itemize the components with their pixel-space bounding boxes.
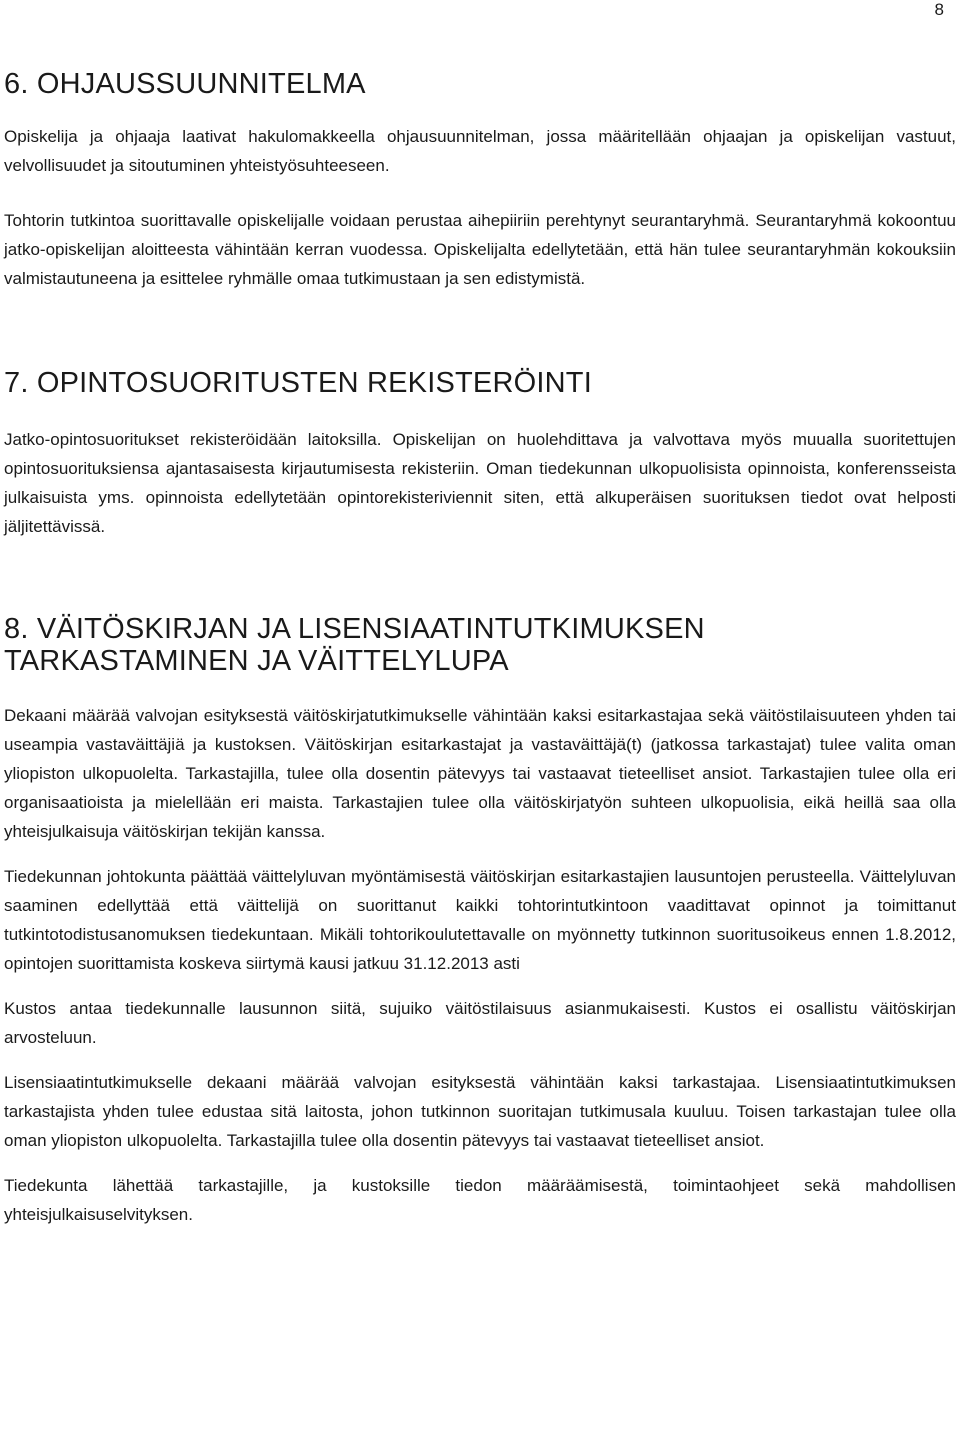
section-8-heading bbox=[4, 613, 956, 677]
section-6-heading: 6. OHJAUSSUUNNITELMA bbox=[4, 68, 366, 100]
section-8-paragraph-2: Tiedekunnan johtokunta päättää väittelyluvan myöntämisestä väitöskirjan esitarkastajien lausuntojen perusteella. Väittelyluvan saaminen edellyttää että väittelijä on suorittanut kaikki tohtorintutkintoon vaadittavat opinnot ja toimittanut tutkintotodistusanomuksen tiedekuntaan. Mikäli tohtorikoulutettavalle on myönnetty tutkinnon suoritusoikeus ennen 1.8.2012, opintojen suorittamista koskeva siirtymä kausi jatkuu 31.12.2013 asti bbox=[4, 867, 956, 973]
section-7-paragraph-1: Jatko-opintosuoritukset rekisteröidään laitoksilla. Opiskelijan on huolehdittava ja valvottava myös muualla suoritettujen opintosuorituksiensa ajantasaisesta kirjautumisesta rekisteriin. Oman tiedekunnan ulkopuolisista opinnoista, konferensseista julkaisuista yms. opinnoista edellytetään opintorekisteriviennit siten, että alkuperäisen suorituksen tiedot ovat helposti jäljitettävissä. bbox=[4, 430, 956, 536]
section-7-heading: 7. OPINTOSUORITUSTEN REKISTERÖINTI bbox=[4, 367, 592, 399]
section-8-heading-line-1: 8. VÄITÖSKIRJAN JA LISENSIAATINTUTKIMUKSEN bbox=[4, 613, 705, 645]
section-8-paragraph-3: Kustos antaa tiedekunnalle lausunnon siitä, sujuiko väitöstilaisuus asianmukaisesti. Kustos ei osallistu väitöskirjan arvosteluun. bbox=[4, 999, 956, 1047]
document-body bbox=[4, 60, 956, 1229]
section-8-heading-line-2: TARKASTAMINEN JA VÄITTELYLUPA bbox=[4, 645, 509, 677]
page-number: 8 bbox=[934, 0, 944, 19]
section-6-paragraph-2: Tohtorin tutkintoa suorittavalle opiskelijalle voidaan perustaa aihepiiriin perehtynyt seurantaryhmä. Seurantaryhmä kokoontuu jatko-opiskelijan aloitteesta vähintään kerran vuodessa. Opiskelijalta edellytetään, että hän tulee seurantaryhmän kokouksiin valmistautuneena ja esittelee ryhmälle omaa tutkimustaan ja sen edistymistä. bbox=[4, 211, 956, 288]
section-8-paragraph-5: Tiedekunta lähettää tarkastajille, ja kustoksille tiedon määräämisestä, toimintaohjeet sekä mahdollisen yhteisjulkaisuselvityksen. bbox=[4, 1176, 956, 1224]
section-6-paragraph-1: Opiskelija ja ohjaaja laativat hakulomakkeella ohjausuunnitelman, jossa määritellään ohjaajan ja opiskelijan vastuut, velvollisuudet ja sitoutuminen yhteistyösuhteeseen. bbox=[4, 127, 956, 175]
section-8-paragraph-4: Lisensiaatintutkimukselle dekaani määrää valvojan esityksestä vähintään kaksi tarkastajaa. Lisensiaatintutkimuksen tarkastajista yhden tulee edustaa sitä laitosta, johon tutkinnon suoritajan tutkimusala kuuluu. Toisen tarkastajan tulee olla oman yliopiston ulkopuolelta. Tarkastajilla tulee olla dosentin pätevyys tai vastaavat tieteelliset ansiot. bbox=[4, 1073, 956, 1150]
section-8-paragraph-1: Dekaani määrää valvojan esityksestä väitöskirjatutkimukselle vähintään kaksi esitarkastajaa sekä väitöstilaisuuteen yhden tai useampia vastaväittäjiä ja kustoksen. Väitöskirjan esitarkastajat ja vastaväittäjä(t) (jatkossa tarkastajat) tulee valita oman yliopiston ulkopuolelta. Tarkastajilla, tulee olla dosentin pätevyys tai vastaavat tieteelliset ansiot. Tarkastajien tulee olla eri organisaatioista ja mielellään eri maista. Tarkastajien tulee olla väitöskirjatyön suhteen ulkopuolisia, eikä heillä saa olla yhteisjulkaisuja väitöskirjan tekijän kanssa. bbox=[4, 706, 956, 841]
